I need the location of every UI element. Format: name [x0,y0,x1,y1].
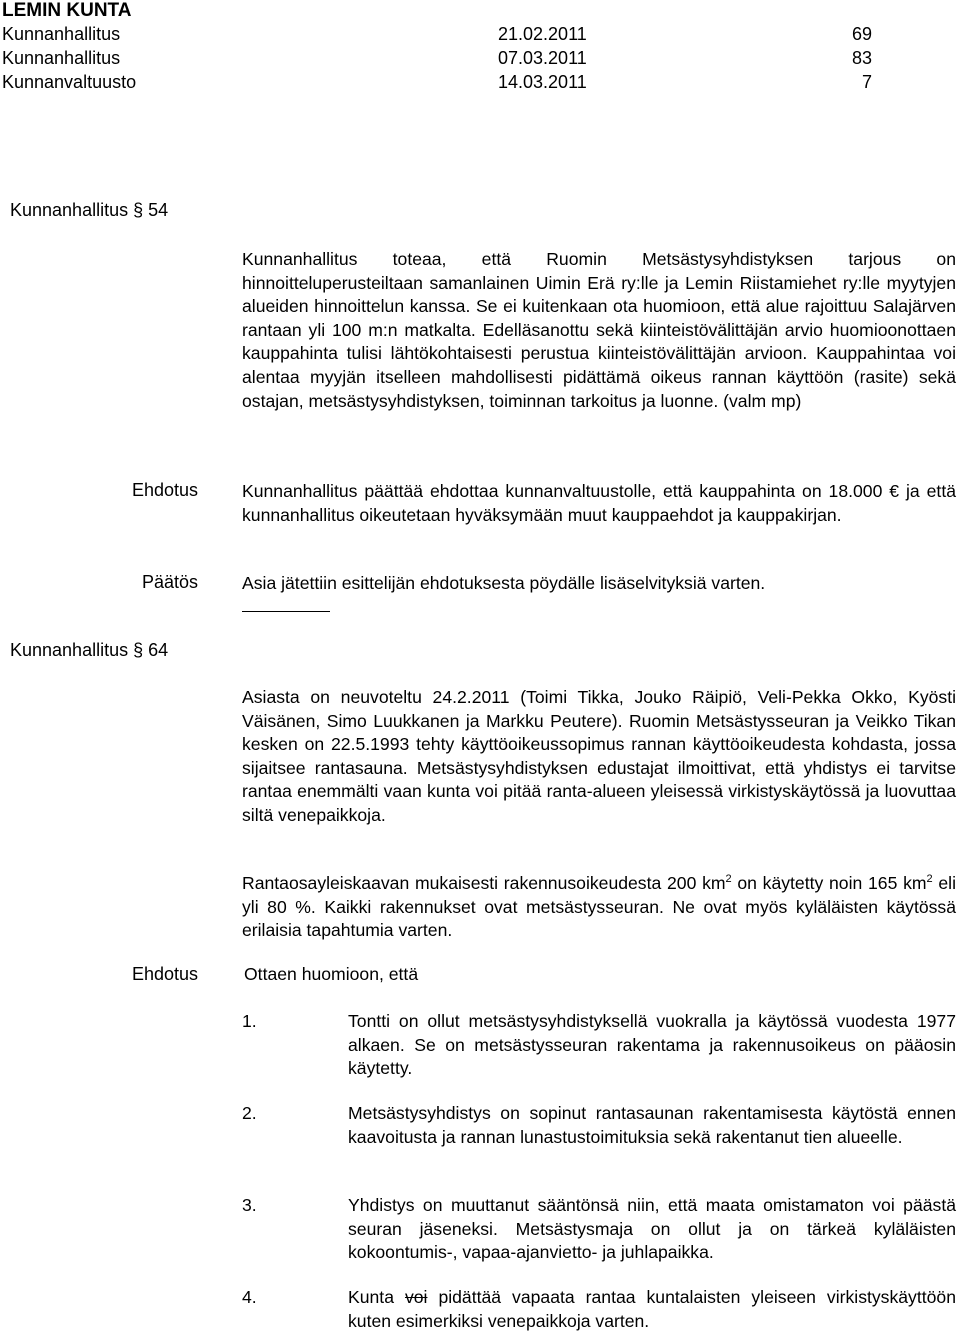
meta-org-3: Kunnanvaltuusto [2,72,137,92]
list-item-number: 2. [242,1103,257,1123]
item4-struck-word: voi [404,1287,428,1307]
meta-num-1: 69 [851,24,872,44]
superscript-2b: 2 [926,873,933,886]
section64-para1 [242,686,956,828]
meta-date-1: 21.02.2011 [498,24,587,44]
para2-part-c: eli yli 80 %. Kaikki rakennukset ovat metsästysseuran. Ne ovat myös kyläläisten käytössä erilaisia tapahtumia varten. [242,873,956,941]
section64-para2-text [242,872,956,943]
list-item-number: 3. [242,1195,257,1215]
section54-decision-text: Asia jätettiin esittelijän ehdotuksesta pöydälle lisäselvityksiä varten. [242,573,766,593]
meta-org-1: Kunnanhallitus [2,24,121,44]
meta-date-2: 07.03.2011 [498,48,587,68]
meta-num-2: 83 [851,48,872,68]
section-heading-64: Kunnanhallitus § 64 [10,640,169,660]
proposal-label-54: Ehdotus [131,480,198,500]
section54-body-text: Kunnanhallitus toteaa, että Ruomin Metsästysyhdistyksen tarjous on hinnoitteluperusteiltaan samanlainen Uimin Erä ry:lle ja Lemin Riistamiehet ry:lle myytyjen alueiden hinnoittelun kanssa. Se ei kuitenkaan ota huomioon, että alue rajoittuu Salajärven rantaan yli 100 m:n matkalta. Edelläsanottu sekä kiinteistövälittäjän arvio huomioonottaen kauppahinta tulisi lähtökohtaisesti perustua kiinteistövälittäjän arvioon. Kauppahintaa voi alentaa myyjän itselleen mahdollisesti pidättämä oikeus rannan käyttöön (rasite) sekä ostajan, metsästysyhdistyksen, toiminnan tarkoitus ja luonne. (valm mp) [242,249,956,411]
section54-proposal-text: Kunnanhallitus päättää ehdottaa kunnanvaltuustolle, että kauppahinta on 18.000 € ja että kunnanhallitus oikeutetaan hyväksymään muut kauppaehdot ja kauppakirjan. [242,481,956,525]
list-item-text: Yhdistys on muuttanut sääntönsä niin, että maata omistamaton voi päästä seuran jäseneksi. Metsästysmaja on ollut ja on tärkeä kyläläisten kokoontumis-, vapaa-ajanvietto- ja juhlapaikka. [348,1195,956,1263]
meta-date-3: 14.03.2011 [498,72,587,92]
list-item-text [348,1286,956,1333]
para2-part-b: on käytetty noin 165 km [731,873,927,893]
proposal-label-64: Ehdotus [131,964,198,984]
list-item-text: Tontti on ollut metsästysyhdistyksellä vuokralla ja käytössä vuodesta 1977 alkaen. Se on metsästysseuran rakentama ja rakennusoikeus on pääosin käytetty. [348,1011,956,1079]
section54-decision [242,572,956,596]
decision-label-54: Päätös [141,572,198,592]
separator-line [242,611,330,612]
superscript-2a: 2 [725,873,732,886]
list-item-number: 4. [242,1287,257,1307]
section64-para2 [242,872,956,943]
proposal-intro: Ottaen huomioon, että [244,964,419,984]
section64-para1-text: Asiasta on neuvoteltu 24.2.2011 (Toimi Tikka, Jouko Räipiö, Veli-Pekka Okko, Kyösti Väisänen, Simo Luukkanen ja Markku Peutere). Ruomin Metsästysseuran ja Veikko Tikan kesken on 22.5.1993 tehty käyttöoikeussopimus rannan käyttöoikeudesta kohdasta, jossa sijaitsee rantasauna. Metsästysyhdistyksen edustajat ilmoittivat, että yhdistys ei tarvitse rantaa enemmälti vaan kunta voi pitää ranta-alueen yleisessä virkistyskäytössä ja luovuttaa siltä venepaikkoja. [242,687,956,825]
list-item-text: Metsästysyhdistys on sopinut rantasaunan rakentamisesta käytöstä ennen kaavoitusta ja rannan lunastustoimituksia sekä rakentanut tien alueelle. [348,1103,956,1147]
section54-body [242,248,956,413]
para2-part-a: Rantaosayleiskaavan mukaisesti rakennusoikeudesta 200 km [242,873,726,893]
section-heading-54: Kunnanhallitus § 54 [10,200,169,220]
section54-proposal [242,480,956,527]
item4-pre: Kunta [348,1287,405,1307]
meta-num-3: 7 [861,72,872,92]
item4-post: pidättää vapaata rantaa kuntalaisten yleiseen virkistyskäyttöön kuten esimerkiksi venepaikkoja varten. [348,1287,956,1331]
meta-org-2: Kunnanhallitus [2,48,121,68]
list-item-number: 1. [242,1011,257,1031]
organization-name: LEMIN KUNTA [2,0,132,21]
